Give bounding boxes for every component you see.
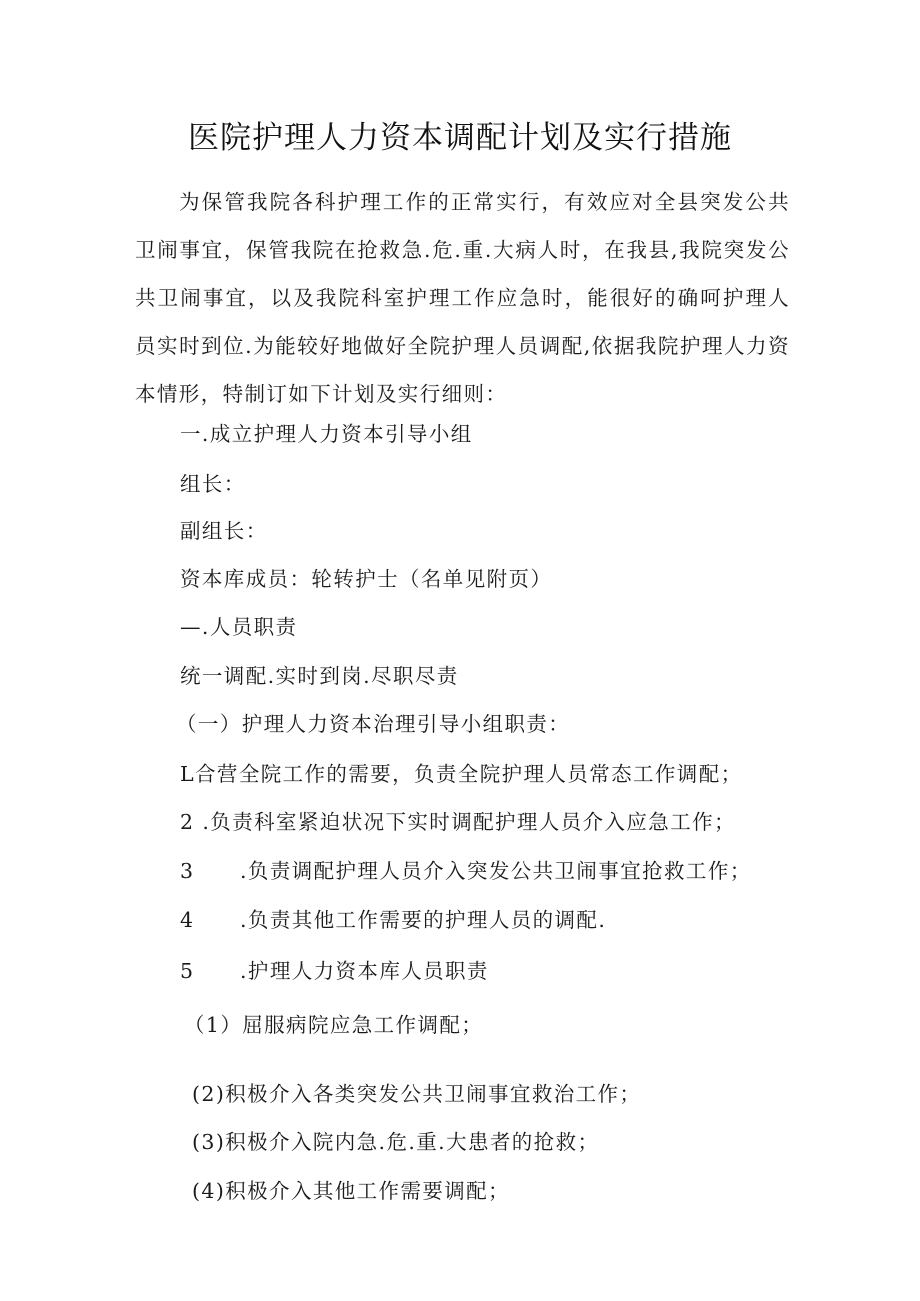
- deputy-leader-line: 副组长：: [180, 519, 268, 543]
- duty-item-3-number: 3: [180, 859, 195, 883]
- leader-line: 组长：: [180, 472, 246, 496]
- intro-paragraph: 为保管我院各科护理工作的正常实行，有效应对全县突发公共卫闹事宜，保管我院在抢救急.危.重.大病人时，在我县,我院突发公共卫闹事宜，以及我院科室护理工作应急时，能很好的确呵护理人员实时到位.为能较好地做好全院护理人员调配,依据我院护理人力资本情形，特制订如下计划及实行细则：: [135, 190, 790, 406]
- sub-item-4: (4)积极介入其他工作需要调配；: [192, 1179, 510, 1203]
- members-line: 资本库成员：轮转护士（名单见附页）: [180, 567, 553, 591]
- sub-item-3: (3)积极介入院内急.危.重.大患者的抢救；: [192, 1130, 600, 1154]
- sub-item-1: （1）屈服病院应急工作调配；: [184, 1013, 484, 1037]
- document-title: 医院护理人力资本调配计划及实行措施: [188, 120, 732, 156]
- duty-item-5-number: 5: [180, 959, 195, 983]
- sub1-heading: （一）护理人力资本治理引导小组职责：: [176, 712, 571, 736]
- section2-heading: —.人员职责: [180, 615, 298, 639]
- duty-item-5-text: .护理人力资本库人员职责: [240, 959, 489, 983]
- duty-item-2: [180, 808, 736, 836]
- duty-item-2-text: .负责科室紧迫状况下实时调配护理人员介入应急工作；: [202, 810, 736, 834]
- duty-item-2-number: 2: [180, 810, 195, 834]
- duty-item-4-text: .负责其他工作需要的护理人员的调配.: [240, 908, 607, 932]
- duty-item-1: L合营全院工作的需要，负责全院护理人员常态工作调配；: [180, 762, 743, 786]
- section1-heading: 一.成立护理人力资本引导小组: [180, 422, 473, 446]
- sub-item-2: (2)积极介入各类突发公共卫闹事宜救治工作；: [192, 1082, 642, 1106]
- duty-item-5: [180, 957, 489, 985]
- duty-item-3-text: .负责调配护理人员介入突发公共卫闹事宜抢救工作；: [240, 859, 752, 883]
- duty-item-4: [180, 906, 606, 934]
- principle-line: 统一调配.实时到岗.尽职尽责: [180, 664, 459, 688]
- duty-item-3: [180, 857, 752, 885]
- duty-item-4-number: 4: [180, 908, 195, 932]
